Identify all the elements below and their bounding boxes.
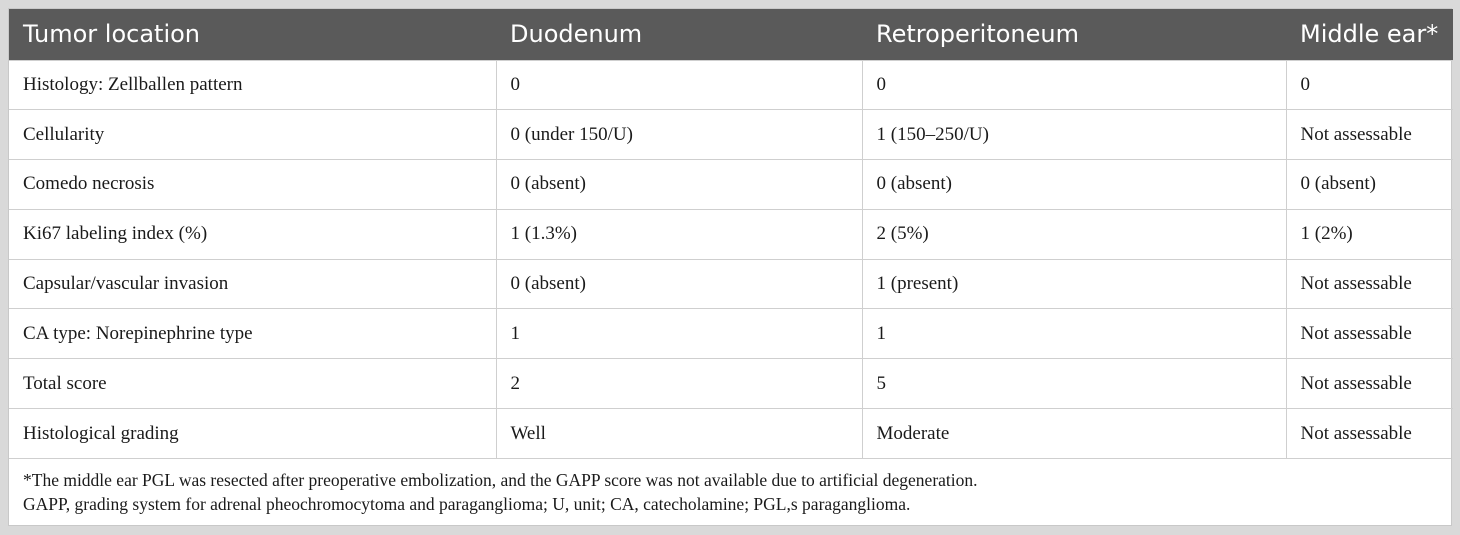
table-cell: CA type: Norepinephrine type <box>9 309 496 359</box>
table-header <box>9 9 1453 60</box>
header-middle-ear: Middle ear* <box>1300 20 1439 49</box>
table-cell: Comedo necrosis <box>9 160 496 210</box>
table-cell: 0 <box>496 60 862 110</box>
footnote-embolization: *The middle ear PGL was resected after preoperative embolization, and the GAPP score was not available due to artificial degeneration. <box>23 470 978 491</box>
table-cell: 1 <box>862 309 1286 359</box>
table-cell: Not assessable <box>1286 110 1453 160</box>
table-cell: 0 <box>1286 60 1453 110</box>
table-cell: Not assessable <box>1286 359 1453 409</box>
table-cell: 1 (2%) <box>1286 209 1453 259</box>
header-row <box>9 9 1453 60</box>
table-body <box>9 60 1453 458</box>
table-cell: Ki67 labeling index (%) <box>9 209 496 259</box>
header-tumor-location: Tumor location <box>23 20 201 49</box>
table-cell: 0 (absent) <box>496 259 862 309</box>
table-cell: Moderate <box>862 409 1286 459</box>
table-container <box>8 8 1452 526</box>
table-cell: Well <box>496 409 862 459</box>
table-cell: Not assessable <box>1286 259 1453 309</box>
header-retroperitoneum: Retroperitoneum <box>876 20 1079 49</box>
table-cell: Histological grading <box>9 409 496 459</box>
table-cell: Capsular/vascular invasion <box>9 259 496 309</box>
table-cell: 0 (absent) <box>862 160 1286 210</box>
table-cell: 0 (absent) <box>496 160 862 210</box>
table-row <box>9 160 1453 210</box>
table-cell: Total score <box>9 359 496 409</box>
footnote-abbreviations: GAPP, grading system for adrenal pheochromocytoma and paraganglioma; U, unit; CA, catecholamine; PGL,s paraganglioma. <box>23 494 911 515</box>
table-cell: 2 (5%) <box>862 209 1286 259</box>
table-cell: Histology: Zellballen pattern <box>9 60 496 110</box>
table-cell: 0 (absent) <box>1286 160 1453 210</box>
table-cell: 0 <box>862 60 1286 110</box>
header-duodenum: Duodenum <box>510 20 643 49</box>
table-cell: Not assessable <box>1286 309 1453 359</box>
table-cell: 5 <box>862 359 1286 409</box>
table-row <box>9 110 1453 160</box>
table-cell: 2 <box>496 359 862 409</box>
table-row <box>9 209 1453 259</box>
table-row <box>9 409 1453 459</box>
table-row <box>9 60 1453 110</box>
gapp-score-table <box>9 9 1453 458</box>
table-cell: 1 <box>496 309 862 359</box>
table-cell: 0 (under 150/U) <box>496 110 862 160</box>
table-cell: Not assessable <box>1286 409 1453 459</box>
table-row <box>9 309 1453 359</box>
table-cell: 1 (150–250/U) <box>862 110 1286 160</box>
table-cell: 1 (present) <box>862 259 1286 309</box>
table-row <box>9 359 1453 409</box>
table-cell: 1 (1.3%) <box>496 209 862 259</box>
table-footnotes <box>9 458 1451 516</box>
table-row <box>9 259 1453 309</box>
table-cell: Cellularity <box>9 110 496 160</box>
